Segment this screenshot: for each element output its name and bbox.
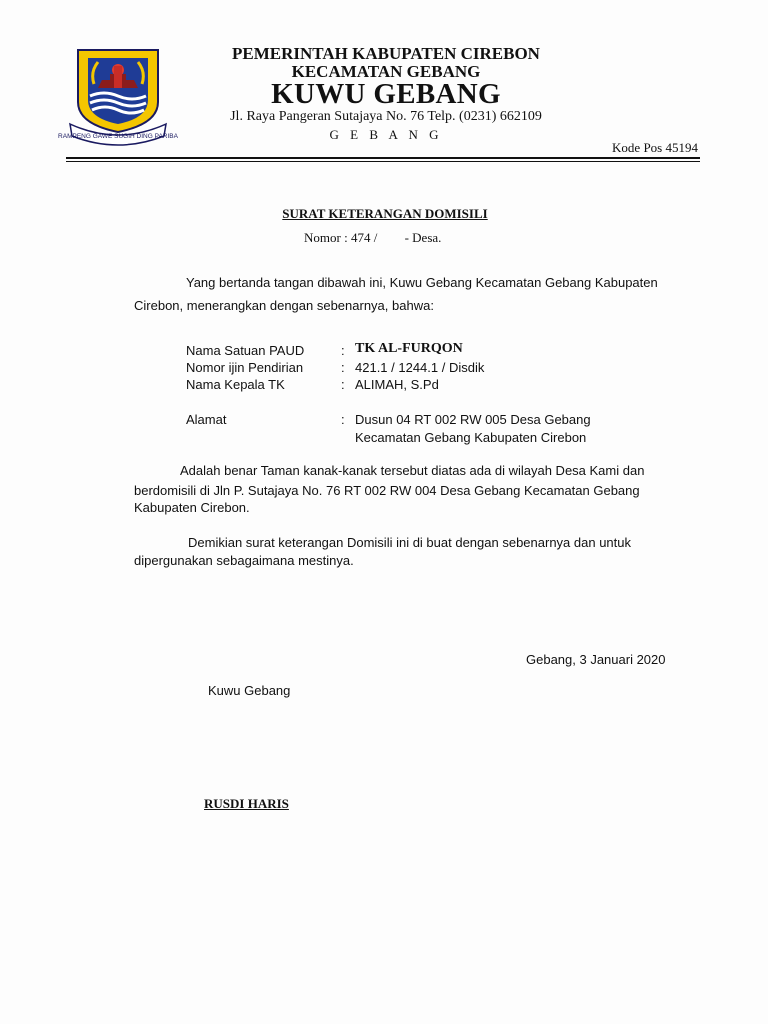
postal-code: Kode Pos 45194 (612, 140, 698, 155)
para2-line-3: Kabupaten Cirebon. (134, 500, 250, 515)
number-label: Nomor (304, 230, 341, 245)
letterhead-rule-thin (66, 161, 700, 162)
signer-name: RUSDI HARIS (204, 796, 289, 811)
detail-value: TK AL-FURQON (355, 341, 463, 356)
detail-label: Nama Satuan PAUD (186, 343, 305, 358)
signer-title: Kuwu Gebang (208, 683, 291, 698)
svg-text:RAMPENG GAWE SUGIH DING PARIBA: RAMPENG GAWE SUGIH DING PARIBA (58, 133, 178, 140)
para3-line-1: Demikian surat keterangan Domisili ini di buat dengan sebenarnya dan untuk (188, 535, 631, 550)
district-name: KECAMATAN GEBANG (291, 62, 481, 81)
para2-line-1: Adalah benar Taman kanak-kanak tersebut diatas ada di wilayah Desa Kami dan (180, 463, 645, 478)
detail-colon: : (341, 377, 345, 392)
detail-value: 421.1 / 1244.1 / Disdik (355, 360, 485, 375)
kabupaten-cirebon-logo (58, 44, 178, 144)
para2-line-2: berdomisili di Jln P. Sutajaya No. 76 RT 002 RW 004 Desa Gebang Kecamatan Gebang (134, 483, 640, 498)
detail-value: ALIMAH, S.Pd (355, 377, 439, 392)
office-name: KUWU GEBANG (271, 78, 501, 110)
intro-line-2: Cirebon, menerangkan dengan sebenarnya, bahwa: (134, 298, 434, 313)
number-value: : 474 / (344, 230, 378, 245)
detail-value-cont: Kecamatan Gebang Kabupaten Cirebon (355, 430, 587, 445)
government-name: PEMERINTAH KABUPATEN CIREBON (232, 44, 540, 63)
detail-label: Nomor ijin Pendirian (186, 360, 304, 375)
detail-value: Dusun 04 RT 002 RW 005 Desa Gebang (355, 412, 591, 427)
para3-line-2: dipergunakan sebagaimana mestinya. (134, 553, 354, 568)
detail-label: Alamat (186, 412, 227, 427)
place-date: Gebang, 3 Januari 2020 (526, 652, 666, 667)
intro-line-1: Yang bertanda tangan dibawah ini, Kuwu Gebang Kecamatan Gebang Kabupaten (186, 275, 658, 290)
detail-label: Nama Kepala TK (186, 377, 285, 392)
office-address: Jl. Raya Pangeran Sutajaya No. 76 Telp. (0231) 662109 (230, 109, 542, 124)
detail-colon: : (341, 412, 345, 427)
office-town: G E B A N G (329, 127, 443, 142)
letter-number (304, 230, 441, 246)
number-suffix: - Desa. (404, 230, 442, 245)
detail-colon: : (341, 360, 345, 375)
letterhead-rule-thick (66, 157, 700, 159)
letter-title: SURAT KETERANGAN DOMISILI (282, 206, 488, 221)
detail-colon: : (341, 343, 345, 358)
